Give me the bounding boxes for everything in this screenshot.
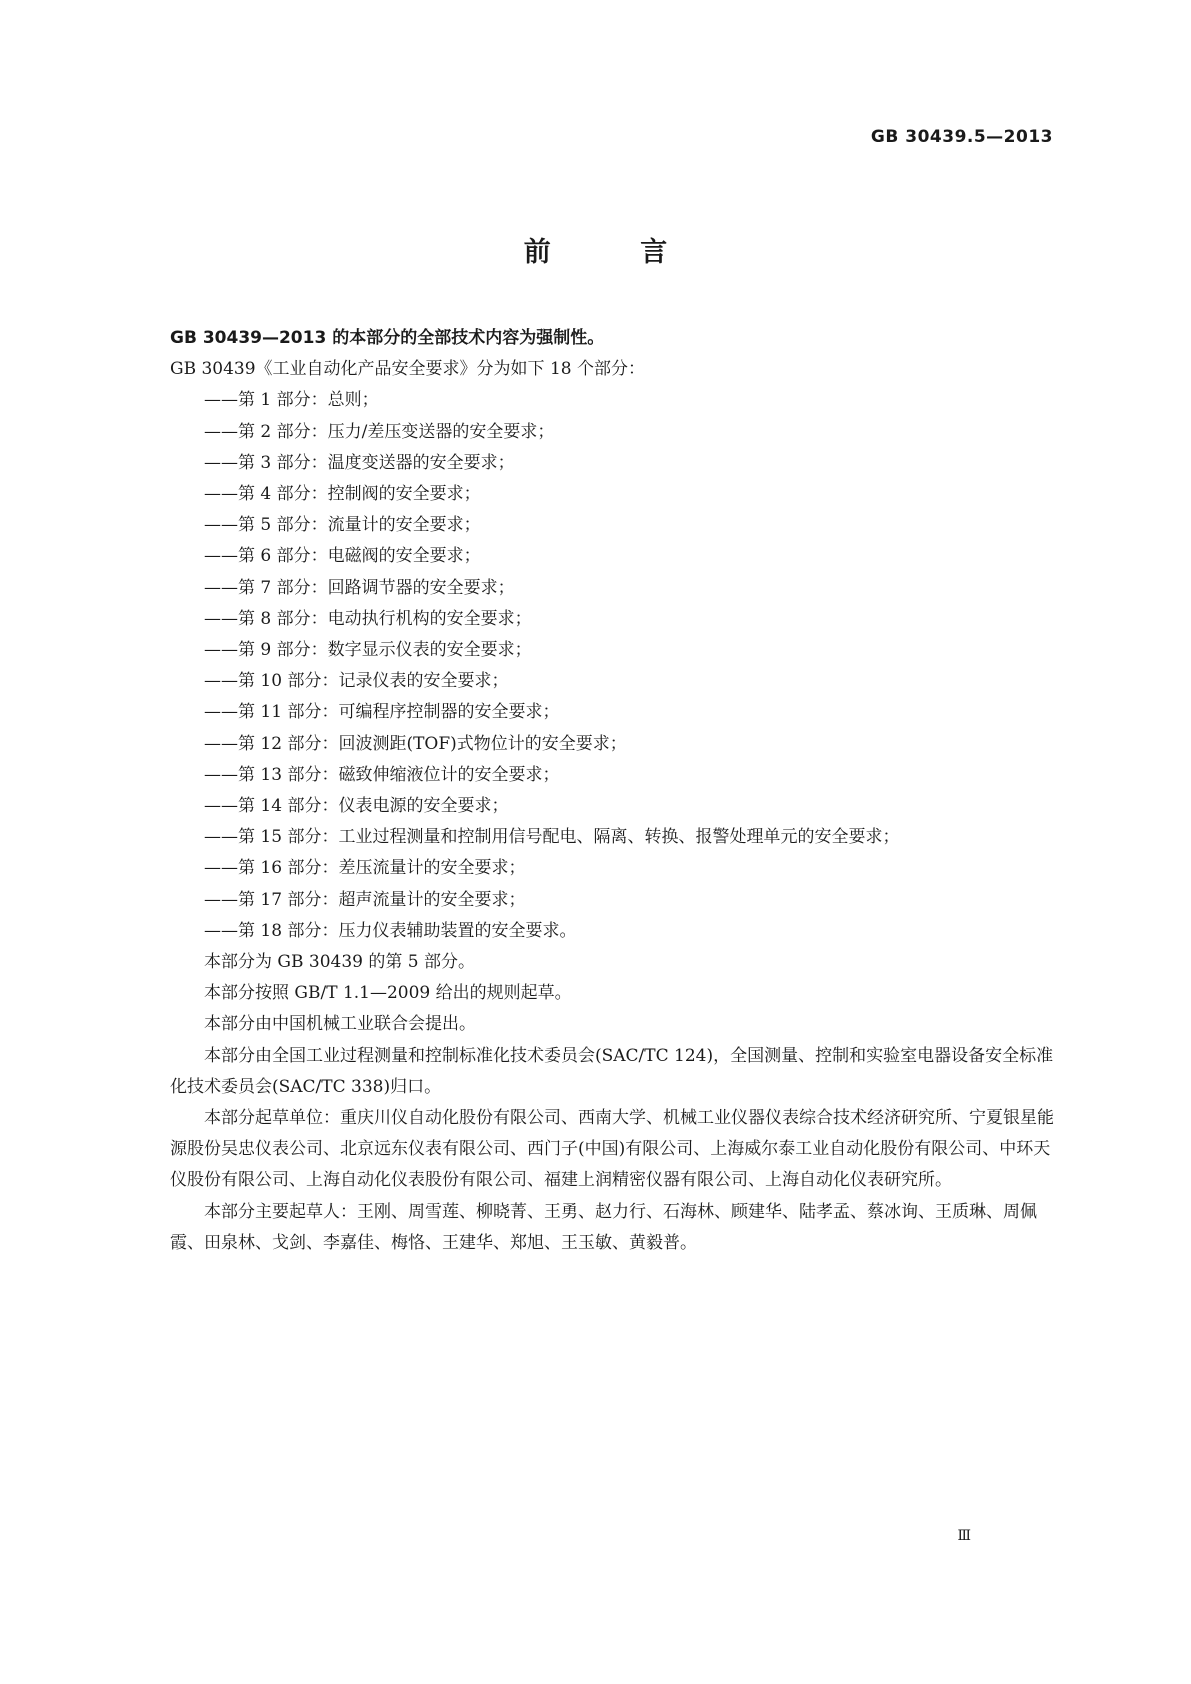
- list-item: ——第 9 部分：数字显示仪表的安全要求；: [204, 640, 532, 661]
- list-item: ——第 5 部分：流量计的安全要求；: [204, 515, 481, 536]
- list-item: ——第 10 部分：记录仪表的安全要求；: [204, 671, 509, 692]
- list-item: ——第 3 部分：温度变送器的安全要求；: [204, 452, 515, 473]
- series-intro: GB 30439《工业自动化产品安全要求》分为如下 18 个部分：: [170, 359, 645, 380]
- part-of-paragraph: 本部分为 GB 30439 的第 5 部分。: [204, 952, 475, 973]
- drafting-rules-paragraph: 本部分按照 GB/T 1.1—2009 给出的规则起草。: [204, 983, 572, 1004]
- drafters-paragraph: 本部分主要起草人：王刚、周雪莲、柳晓菁、王勇、赵力行、石海林、顾建华、陆孝孟、蔡冰询、王质琳、周佩霞、田泉林、戈剑、李嘉佳、梅恪、王建华、郑旭、王玉敏、黄毅普。: [170, 1201, 1037, 1253]
- list-item: ——第 16 部分：差压流量计的安全要求；: [204, 858, 526, 879]
- list-item: ——第 2 部分：压力/差压变送器的安全要求；: [204, 421, 555, 442]
- list-item: ——第 17 部分：超声流量计的安全要求；: [204, 889, 526, 910]
- list-item: ——第 14 部分：仪表电源的安全要求；: [204, 796, 509, 817]
- parts-list: [170, 385, 1054, 947]
- list-item: ——第 15 部分：工业过程测量和控制用信号配电、隔离、转换、报警处理单元的安全要求；: [204, 827, 900, 848]
- standard-code: GB 30439.5—2013: [870, 127, 1053, 147]
- list-item: ——第 11 部分：可编程序控制器的安全要求；: [204, 702, 560, 723]
- foreword-body: [170, 323, 1054, 1259]
- list-item: ——第 13 部分：磁致伸缩液位计的安全要求；: [204, 764, 560, 785]
- list-item: ——第 18 部分：压力仪表辅助装置的安全要求。: [204, 920, 577, 941]
- drafting-units-paragraph: 本部分起草单位：重庆川仪自动化股份有限公司、西南大学、机械工业仪器仪表综合技术经济研究所、宁夏银星能源股份吴忠仪表公司、北京远东仪表有限公司、西门子(中国)有限公司、上海威尔泰工业自动化股份有限公司、中环天仪股份有限公司、上海自动化仪表股份有限公司、福建上润精密仪器有限公司、上海自动化仪表研究所。: [170, 1108, 1054, 1191]
- list-item: ——第 1 部分：总则；: [204, 390, 379, 411]
- list-item: ——第 4 部分：控制阀的安全要求；: [204, 484, 481, 505]
- list-item: ——第 6 部分：电磁阀的安全要求；: [204, 546, 481, 567]
- list-item: ——第 12 部分：回波测距(TOF)式物位计的安全要求；: [204, 733, 627, 754]
- mandatory-note: GB 30439—2013 的本部分的全部技术内容为强制性。: [170, 328, 605, 348]
- page-number: Ⅲ: [957, 1528, 971, 1544]
- page-title: 前 言: [523, 237, 708, 268]
- proposed-by-paragraph: 本部分由中国机械工业联合会提出。: [204, 1014, 476, 1035]
- list-item: ——第 7 部分：回路调节器的安全要求；: [204, 577, 515, 598]
- list-item: ——第 8 部分：电动执行机构的安全要求；: [204, 608, 532, 629]
- jurisdiction-paragraph: 本部分由全国工业过程测量和控制标准化技术委员会(SAC/TC 124)，全国测量、控制和实验室电器设备安全标准化技术委员会(SAC/TC 338)归口。: [170, 1045, 1054, 1097]
